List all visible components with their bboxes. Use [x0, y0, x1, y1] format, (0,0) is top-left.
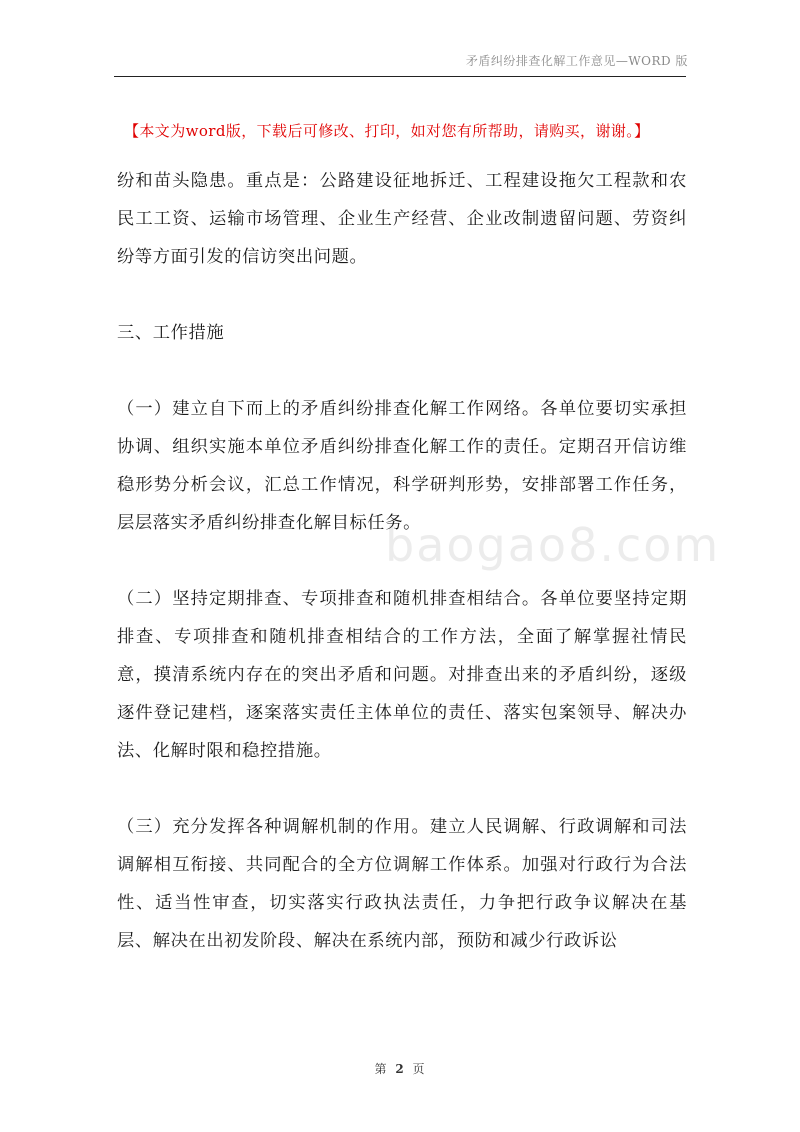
paragraph-measure-1: （一）建立自下而上的矛盾纠纷排查化解工作网络。各单位要切实承担协调、组织实施本单位矛盾纠纷排查化解工作的责任。定期召开信访维稳形势分析会议，汇总工作情况，科学研判形势，安排部署工作任务，层层落实矛盾纠纷排查化解目标任务。 — [117, 399, 687, 533]
paragraph-continuation: 纷和苗头隐患。重点是：公路建设征地拆迁、工程建设拖欠工程款和农民工工资、运输市场管理、企业生产经营、企业改制遗留问题、劳资纠纷等方面引发的信访突出问题。 — [117, 171, 687, 267]
watermark-text: baogao8.com — [385, 518, 721, 572]
footer-suffix: 页 — [412, 1062, 426, 1076]
header-divider — [114, 76, 686, 77]
download-notice: 【本文为word版，下载后可修改、打印，如对您有所帮助，请购买，谢谢。】 — [124, 122, 650, 140]
page-number: 2 — [395, 1062, 405, 1076]
paragraph-measure-2: （二）坚持定期排查、专项排查和随机排查相结合。各单位要坚持定期排查、专项排查和随机排查相结合的工作方法，全面了解掌握社情民意，摸清系统内存在的突出矛盾和问题。对排查出来的矛盾纠纷，逐级逐件登记建档，逐案落实责任主体单位的责任、落实包案领导、解决办法、化解时限和稳控措施。 — [117, 589, 687, 761]
document-body — [117, 162, 687, 960]
footer-prefix: 第 — [374, 1062, 388, 1076]
paragraph-measure-3: （三）充分发挥各种调解机制的作用。建立人民调解、行政调解和司法调解相互衔接、共同配合的全方位调解工作体系。加强对行政行为合法性、适当性审查，切实落实行政执法责任，力争把行政争议解决在基层、解决在出初发阶段、解决在系统内部，预防和减少行政诉讼 — [117, 817, 687, 951]
page-footer — [0, 1060, 800, 1077]
section-heading: 三、工作措施 — [117, 323, 225, 343]
document-header-title: 矛盾纠纷排查化解工作意见—WORD 版 — [465, 54, 688, 68]
